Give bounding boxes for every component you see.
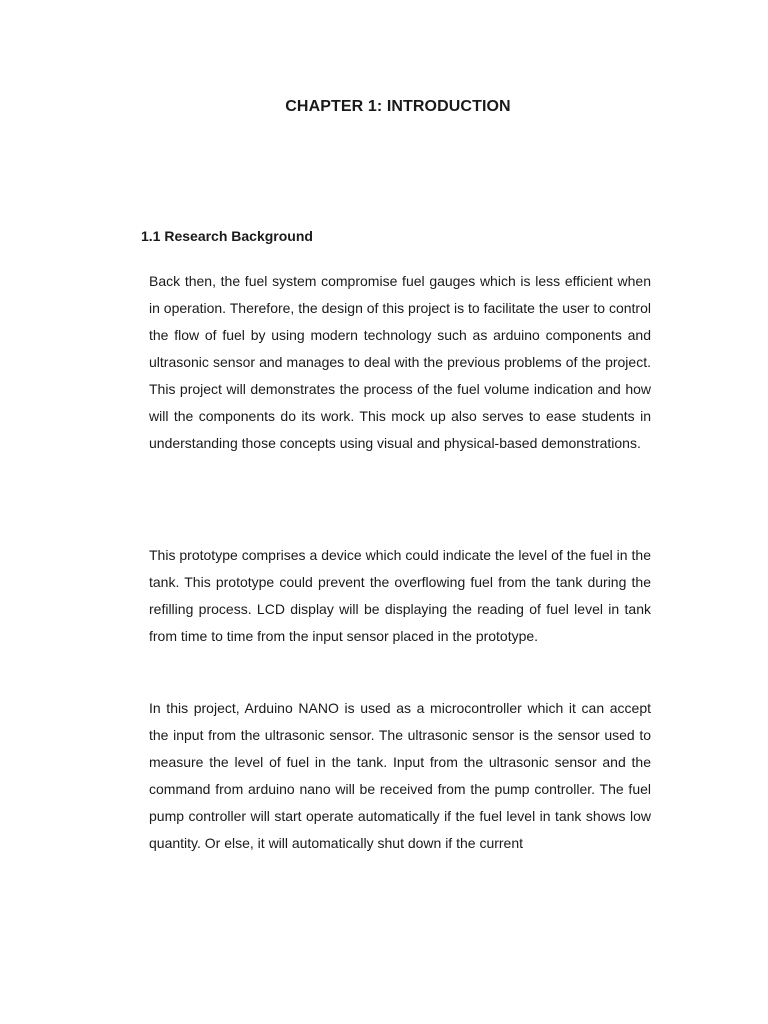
paragraph: Back then, the fuel system compromise fuel gauges which is less efficient when in operation. Therefore, the design of this project is to facilitate the user to control the flow of fuel by using modern technology such as arduino components and ultrasonic sensor and manages to deal with the previous problems of the project. This project will demonstrates the process of the fuel volume indication and how will the components do its work. This mock up also serves to ease students in understanding those concepts using visual and physical-based demonstrations.: [149, 273, 651, 451]
paragraph: This prototype comprises a device which could indicate the level of the fuel in the tank. This prototype could prevent the overflowing fuel from the tank during the refilling process. LCD display will be displaying the reading of fuel level in tank from time to time from the input sensor placed in the prototype.: [149, 547, 651, 644]
paragraph: In this project, Arduino NANO is used as a microcontroller which it can accept the input from the ultrasonic sensor. The ultrasonic sensor is the sensor used to measure the level of fuel in the tank. Input from the ultrasonic sensor and the command from arduino nano will be received from the pump controller. The fuel pump controller will start operate automatically if the fuel level in tank shows low quantity. Or else, it will automatically shut down if the current: [149, 700, 651, 851]
chapter-title: CHAPTER 1: INTRODUCTION: [285, 98, 511, 115]
section-heading: 1.1 Research Background: [141, 228, 313, 244]
